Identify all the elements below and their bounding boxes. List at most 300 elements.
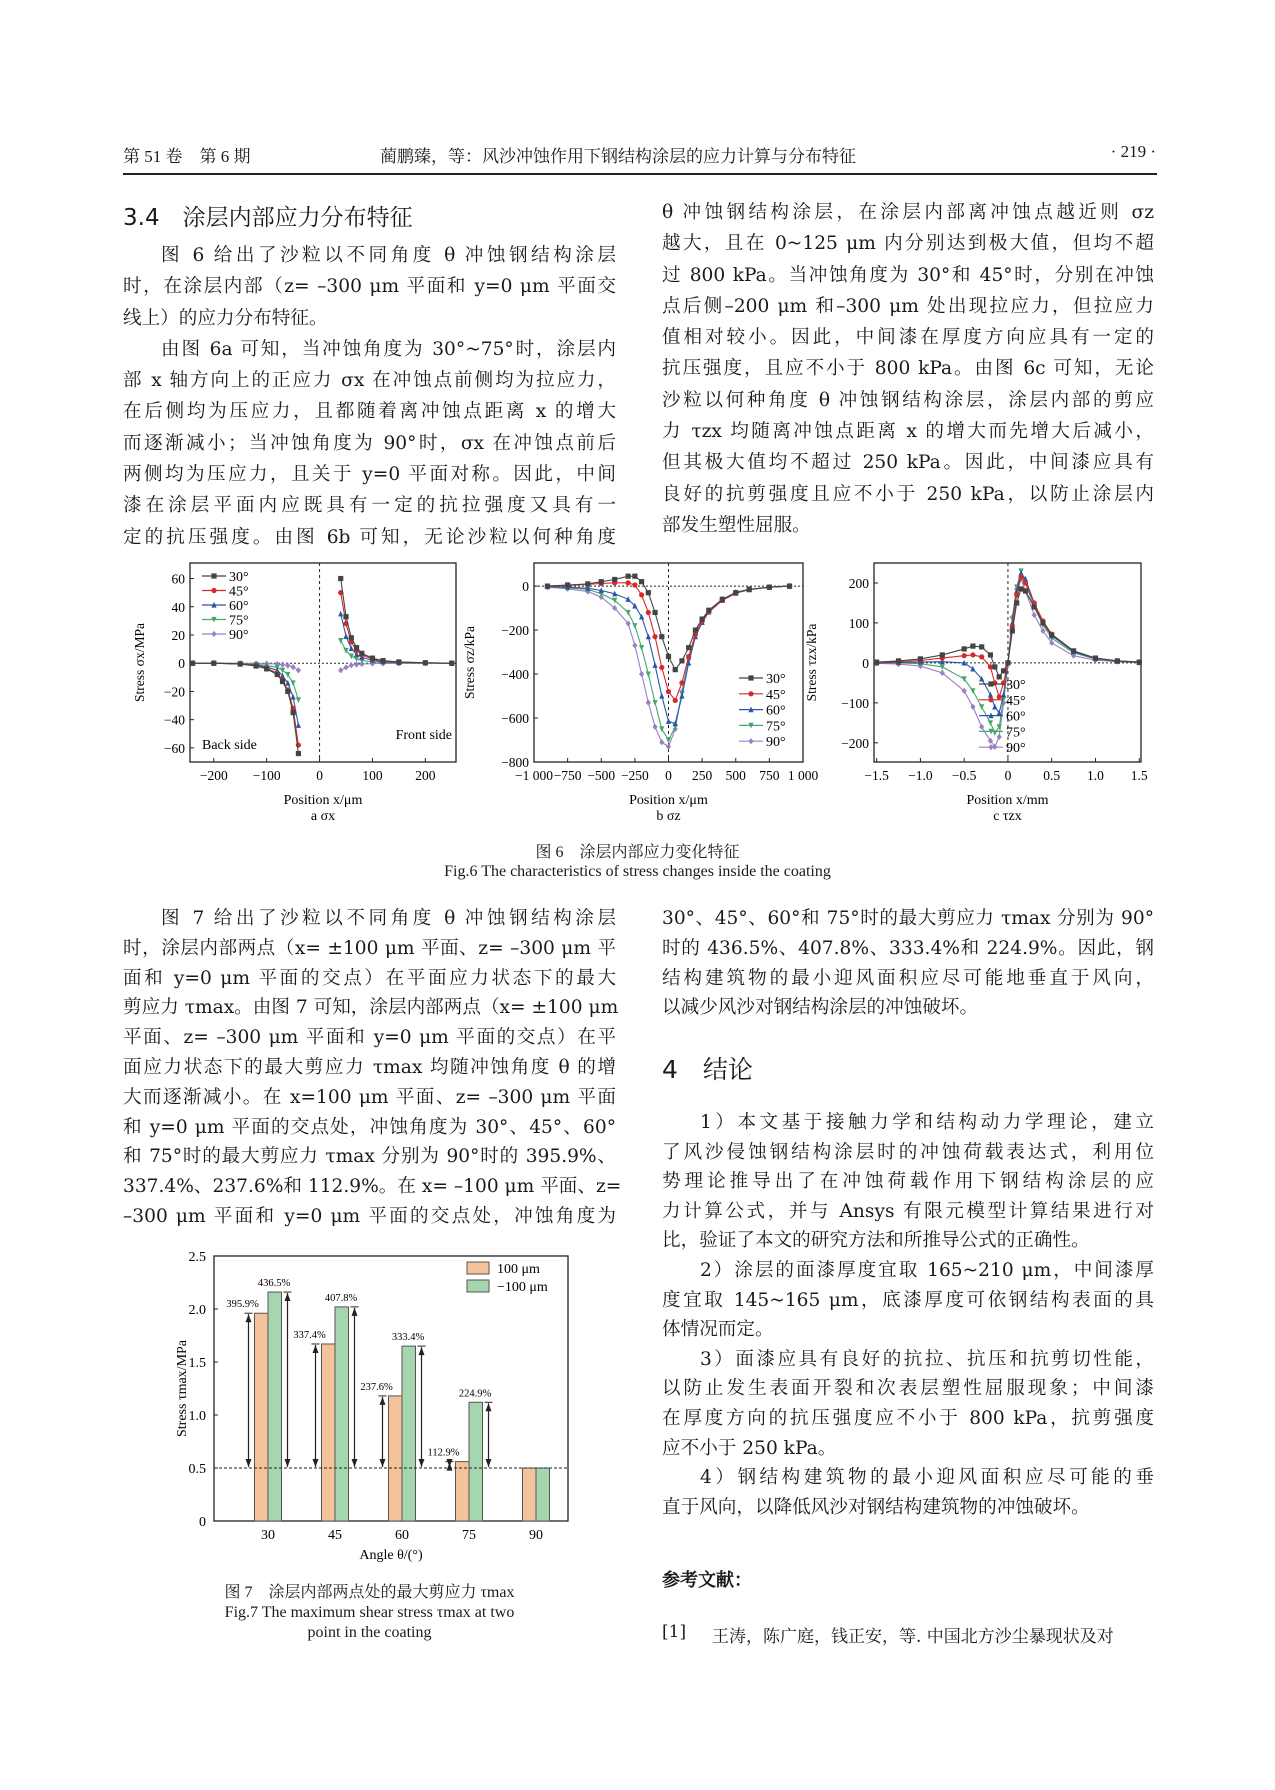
data-point bbox=[296, 722, 301, 728]
data-point bbox=[666, 654, 671, 659]
text-line: 线上）的应力分布特征。 bbox=[123, 307, 328, 329]
text-line: 以减少风沙对钢结构涂层的冲蚀破坏。 bbox=[662, 997, 979, 1019]
x-tick-label: 100 bbox=[362, 768, 383, 783]
data-point bbox=[673, 698, 678, 703]
x-tick-label: −250 bbox=[620, 768, 649, 783]
y-axis-label: Stress τzx/kPa bbox=[804, 623, 819, 702]
bar-neg-100um bbox=[469, 1402, 483, 1521]
data-point bbox=[585, 581, 590, 586]
data-point bbox=[652, 724, 657, 730]
text-line: 时，在涂层内部（z= –300 μm 平面和 y=0 μm 平面交 bbox=[123, 276, 616, 298]
text-line: 定的抗压强度。由图 6b 可知，无论沙粒以何种角度 bbox=[123, 526, 616, 548]
x-tick-label: 1.5 bbox=[1130, 768, 1148, 783]
data-point bbox=[343, 614, 348, 619]
text-column-right-lower bbox=[662, 904, 1154, 1023]
y-tick-label: −400 bbox=[501, 667, 529, 683]
arrow-head-down bbox=[246, 1459, 252, 1467]
bar-pos-100um bbox=[389, 1396, 403, 1521]
y-tick-label: −60 bbox=[163, 740, 185, 756]
data-point bbox=[449, 661, 454, 666]
data-point bbox=[1001, 668, 1006, 673]
data-point bbox=[343, 633, 348, 639]
text-line: 在厚度方向的抗压强度应不小于 800 kPa，抗剪强度 bbox=[662, 1407, 1154, 1429]
data-point bbox=[767, 585, 772, 590]
legend-label: 30° bbox=[766, 672, 786, 687]
text-line: 势理论推导出了在冲蚀荷载作用下钢结构涂层的应 bbox=[662, 1171, 1154, 1193]
data-point bbox=[296, 751, 301, 756]
y-tick-label: 0 bbox=[862, 655, 869, 671]
data-point bbox=[565, 582, 570, 587]
data-point bbox=[666, 689, 671, 694]
reference-text: 王涛，陈广庭，钱正安，等. 中国北方沙尘暴现状及对 bbox=[712, 1627, 1114, 1647]
data-point bbox=[264, 666, 269, 671]
text-line: 部 x 轴方向上的正应力 σx 在冲蚀点前侧均为拉应力， bbox=[123, 370, 616, 392]
data-point bbox=[280, 668, 285, 674]
legend-label: 90° bbox=[1006, 741, 1026, 757]
x-tick-label: 45 bbox=[328, 1528, 342, 1543]
page-number: · 219 · bbox=[1110, 142, 1156, 161]
data-point bbox=[285, 689, 290, 694]
data-point bbox=[1023, 580, 1028, 585]
legend-marker bbox=[748, 691, 753, 696]
data-point bbox=[338, 611, 343, 617]
percentage-label: 237.6% bbox=[360, 1381, 393, 1393]
y-tick-label: 0 bbox=[522, 579, 529, 595]
figure-7-chart bbox=[175, 1250, 568, 1563]
x-tick-label: 75 bbox=[462, 1528, 476, 1543]
data-point bbox=[659, 634, 664, 639]
figure-7-caption-cn: 图 7 涂层内部两点处的最大剪应力 τmax bbox=[224, 1584, 515, 1601]
data-point bbox=[291, 664, 296, 670]
text-column-left-lower bbox=[123, 904, 622, 1232]
text-line: 体情况而定。 bbox=[662, 1319, 774, 1341]
data-point bbox=[1040, 620, 1045, 625]
x-axis-label: Angle θ/(°) bbox=[359, 1548, 423, 1563]
y-axis-label: Stress σz/kPa bbox=[462, 626, 477, 699]
references-heading: 参考文献： bbox=[662, 1570, 752, 1591]
data-point bbox=[354, 661, 359, 667]
text-line: 时，涂层内部两点（x= ±100 μm 平面、z= –300 μm 平 bbox=[123, 937, 616, 959]
figure-6-caption-cn: 图 6 涂层内部应力变化特征 bbox=[535, 844, 740, 861]
data-point bbox=[632, 574, 637, 579]
text-line: θ 冲蚀钢结构涂层，在涂层内部离冲蚀点越近则 σz bbox=[662, 202, 1154, 223]
data-point bbox=[338, 576, 343, 581]
text-line: 3）面漆应具有良好的抗拉、抗压和抗剪切性能， bbox=[700, 1348, 1154, 1370]
data-point bbox=[992, 704, 997, 710]
data-point bbox=[918, 656, 923, 661]
legend-label: 75° bbox=[766, 719, 786, 735]
text-line: 平面、z= –300 μm 平面和 y=0 μm 平面的交点）在平 bbox=[123, 1027, 616, 1049]
data-point bbox=[349, 635, 354, 640]
arrow-head-down bbox=[313, 1459, 319, 1467]
data-point bbox=[652, 662, 657, 668]
text-line: 越大，且在 0~125 μm 内分别达到极大值，但均不超 bbox=[662, 233, 1154, 255]
arrow-head-up bbox=[285, 1293, 291, 1301]
text-line: 4）钢结构建筑物的最小迎风面积应尽可能的垂 bbox=[700, 1467, 1154, 1489]
data-point bbox=[632, 582, 637, 587]
legend-marker bbox=[211, 588, 216, 593]
data-point bbox=[970, 666, 975, 672]
text-line: 大而逐渐减小。在 x=100 μm 平面、z= –300 μm 平面 bbox=[123, 1086, 616, 1108]
data-point bbox=[646, 590, 651, 595]
text-line: 力计算公式，并与 Ansys 有限元模型计算结果进行对 bbox=[662, 1200, 1154, 1222]
data-point bbox=[666, 718, 671, 724]
legend-label: 60° bbox=[229, 599, 249, 614]
data-point bbox=[646, 634, 651, 640]
data-point bbox=[693, 627, 698, 632]
percentage-label: 395.9% bbox=[226, 1299, 259, 1311]
figure-6a-chart bbox=[132, 563, 456, 824]
data-point bbox=[349, 645, 354, 651]
text-line: 度宜取 145~165 μm，底漆厚度可依钢结构表面的具 bbox=[662, 1289, 1154, 1311]
y-tick-label: −200 bbox=[841, 735, 869, 751]
data-point bbox=[720, 597, 725, 602]
text-line: 而逐渐减小；当冲蚀角度为 90°时，σx 在冲蚀点前后 bbox=[123, 432, 616, 454]
text-column-left-upper bbox=[123, 240, 616, 553]
y-tick-label: 200 bbox=[848, 575, 869, 591]
data-point bbox=[291, 680, 296, 686]
data-point bbox=[275, 672, 280, 677]
data-point bbox=[679, 680, 684, 685]
data-point bbox=[291, 710, 296, 715]
data-point bbox=[659, 693, 664, 699]
y-axis-label: Stress τmax/MPa bbox=[175, 1339, 190, 1438]
legend-label: 45° bbox=[766, 687, 786, 703]
data-point bbox=[632, 623, 637, 629]
y-tick-label: 100 bbox=[848, 615, 869, 631]
arrow-head-down bbox=[486, 1459, 492, 1467]
text-line: –300 μm 平面和 y=0 μm 平面的交点处，冲蚀角度为 bbox=[123, 1205, 616, 1227]
x-tick-label: 0 bbox=[665, 768, 672, 783]
text-line: 图 7 给出了沙粒以不同角度 θ 冲蚀钢结构涂层 bbox=[161, 908, 616, 929]
data-point bbox=[349, 654, 354, 660]
y-tick-label: −200 bbox=[501, 623, 529, 639]
figure-6c-chart bbox=[804, 563, 1148, 824]
percentage-label: 436.5% bbox=[257, 1278, 291, 1290]
x-tick-label: −100 bbox=[252, 768, 281, 783]
y-tick-label: 0.5 bbox=[188, 1462, 206, 1477]
section-heading-3-4: 3.4 涂层内部应力分布特征 bbox=[123, 205, 413, 231]
arrow-head-up bbox=[352, 1308, 358, 1316]
x-tick-label: 90 bbox=[529, 1528, 543, 1543]
data-point bbox=[545, 583, 550, 588]
data-point bbox=[988, 720, 993, 726]
data-point bbox=[338, 667, 343, 673]
data-point bbox=[686, 654, 691, 659]
y-tick-label: −20 bbox=[163, 684, 185, 700]
x-axis-label: Position x/μm bbox=[283, 793, 363, 808]
legend-label: 30° bbox=[229, 570, 249, 585]
text-line: 抗压强度，且应不小于 800 kPa。由图 6c 可知，无论 bbox=[662, 358, 1154, 380]
x-tick-label: 60 bbox=[395, 1528, 409, 1543]
data-point bbox=[988, 652, 993, 657]
data-point bbox=[997, 674, 1002, 679]
data-point bbox=[1010, 628, 1015, 633]
arrow-head-up bbox=[486, 1403, 492, 1411]
reference-number: [1] bbox=[662, 1622, 687, 1642]
data-point bbox=[940, 652, 945, 657]
legend-swatch bbox=[467, 1262, 489, 1274]
text-line: 了风沙侵蚀钢结构涂层时的冲蚀荷载表达式，利用位 bbox=[662, 1141, 1154, 1163]
data-point bbox=[354, 645, 359, 650]
annotation-label: Front side bbox=[395, 728, 452, 743]
x-tick-label: 500 bbox=[725, 768, 746, 783]
data-point bbox=[1115, 658, 1120, 663]
data-point bbox=[280, 679, 285, 684]
data-point bbox=[652, 700, 657, 706]
legend-marker bbox=[988, 697, 993, 702]
data-point bbox=[659, 739, 664, 745]
arrow-head-up bbox=[380, 1397, 386, 1405]
y-tick-label: 2.0 bbox=[188, 1303, 206, 1318]
bar-neg-100um bbox=[402, 1346, 416, 1521]
legend-marker bbox=[211, 573, 216, 578]
data-point bbox=[1005, 660, 1010, 665]
legend-label: −100 μm bbox=[497, 1280, 548, 1295]
y-tick-label: 1.5 bbox=[188, 1356, 206, 1371]
series-line-75deg bbox=[547, 586, 789, 740]
y-tick-label: 60 bbox=[171, 571, 185, 587]
running-header-title: 蔺鹏臻，等：风沙冲蚀作用下钢结构涂层的应力计算与分布特征 bbox=[380, 147, 856, 166]
text-line: 剪应力 τmax。由图 7 可知，涂层内部两点（x= ±100 μm bbox=[123, 997, 619, 1019]
data-point bbox=[639, 645, 644, 651]
data-point bbox=[997, 694, 1002, 699]
data-point bbox=[639, 592, 644, 597]
data-point bbox=[254, 663, 259, 668]
data-point bbox=[652, 634, 657, 639]
data-point bbox=[632, 642, 637, 648]
text-line: 2）涂层的面漆厚度宜取 165~210 μm，中间漆厚 bbox=[700, 1259, 1154, 1281]
arrow-head-down bbox=[352, 1459, 358, 1467]
text-line: 直于风向，以降低风沙对钢结构建筑物的冲蚀破坏。 bbox=[662, 1496, 1090, 1518]
data-point bbox=[686, 645, 691, 650]
panel-sublabel: a σx bbox=[310, 809, 336, 824]
data-point bbox=[612, 577, 617, 582]
data-point bbox=[1018, 574, 1023, 579]
data-point bbox=[1137, 660, 1142, 665]
annotation-label: Back side bbox=[202, 738, 257, 753]
data-point bbox=[733, 590, 738, 595]
text-line: 但其极大值均不超过 250 kPa。因此，中间漆应具有 bbox=[662, 452, 1154, 474]
percentage-label: 407.8% bbox=[324, 1292, 358, 1304]
text-column-right-upper bbox=[662, 197, 1154, 541]
text-line: 在后侧均为压应力，且都随着离冲蚀点距离 x 的增大 bbox=[123, 401, 616, 423]
y-tick-label: 0 bbox=[178, 656, 185, 672]
y-tick-label: 2.5 bbox=[188, 1250, 206, 1265]
text-line: 图 6 给出了沙粒以不同角度 θ 冲蚀钢结构涂层 bbox=[161, 245, 616, 266]
data-point bbox=[639, 579, 644, 584]
arrow-head-up bbox=[419, 1347, 425, 1355]
legend-marker bbox=[988, 744, 993, 750]
x-tick-label: −750 bbox=[553, 768, 582, 783]
legend-label: 45° bbox=[1006, 693, 1026, 709]
bar-pos-100um bbox=[456, 1462, 470, 1521]
bar-neg-100um bbox=[268, 1292, 282, 1521]
data-point bbox=[659, 665, 664, 670]
text-line: 1）本文基于接触力学和结构动力学理论，建立 bbox=[700, 1112, 1154, 1133]
figure-6-caption-en: Fig.6 The characteristics of stress changes inside the coating bbox=[444, 863, 831, 880]
x-tick-label: 200 bbox=[415, 768, 436, 783]
text-line: 30°、45°、60°和 75°时的最大剪应力 τmax 分别为 90° bbox=[662, 908, 1154, 929]
text-line: 两侧均为压应力，且关于 y=0 平面对称。因此，中间 bbox=[123, 464, 616, 486]
data-point bbox=[1071, 648, 1076, 653]
data-point bbox=[997, 734, 1002, 740]
legend-label: 90° bbox=[766, 735, 786, 751]
x-tick-label: 0.5 bbox=[1043, 768, 1061, 783]
data-point bbox=[652, 610, 657, 615]
data-point bbox=[646, 671, 651, 677]
data-point bbox=[700, 616, 705, 621]
legend-marker bbox=[748, 675, 753, 680]
percentage-label: 337.4% bbox=[293, 1329, 326, 1341]
conclusions-list bbox=[662, 1108, 1154, 1522]
data-point bbox=[962, 646, 967, 651]
bar-pos-100um bbox=[322, 1344, 336, 1521]
x-axis-label: Position x/mm bbox=[966, 793, 1049, 808]
data-point bbox=[349, 662, 354, 668]
data-point bbox=[1032, 604, 1037, 609]
bar-pos-100um bbox=[523, 1468, 537, 1521]
data-point bbox=[706, 608, 711, 613]
figure-7-caption-en-line1: Fig.7 The maximum shear stress τmax at two bbox=[224, 1604, 515, 1621]
x-tick-label: −1 000 bbox=[515, 768, 553, 783]
data-point bbox=[992, 664, 997, 669]
data-point bbox=[296, 697, 301, 703]
x-tick-label: 0 bbox=[1004, 768, 1012, 783]
data-point bbox=[787, 583, 792, 588]
data-point bbox=[396, 659, 401, 664]
text-line: 过 800 kPa。当冲蚀角度为 30°和 45°时，分别在冲蚀 bbox=[662, 264, 1154, 286]
arrow-head-down bbox=[285, 1459, 291, 1467]
data-point bbox=[646, 700, 651, 706]
data-point bbox=[599, 579, 604, 584]
y-tick-label: 20 bbox=[171, 627, 185, 643]
arrow-head-down bbox=[380, 1459, 386, 1467]
x-tick-label: −200 bbox=[199, 768, 228, 783]
percentage-label: 224.9% bbox=[458, 1388, 492, 1400]
x-tick-label: −500 bbox=[587, 768, 616, 783]
text-line: 面和 y=0 μm 平面的交点）在平面应力状态下的最大 bbox=[123, 967, 616, 989]
data-point bbox=[747, 587, 752, 592]
text-line: 以防止发生表面开裂和次表层塑性屈服现象；中间漆 bbox=[662, 1378, 1154, 1400]
data-point bbox=[639, 671, 644, 677]
y-axis-label: Stress σx/MPa bbox=[132, 623, 147, 702]
data-point bbox=[1049, 632, 1054, 637]
x-tick-label: 0 bbox=[316, 768, 323, 783]
legend-label: 75° bbox=[229, 613, 249, 629]
bar-pos-100um bbox=[255, 1313, 269, 1521]
figure-7-caption-en-line2: point in the coating bbox=[307, 1624, 432, 1641]
data-point bbox=[679, 693, 684, 699]
y-tick-label: −800 bbox=[501, 755, 529, 770]
percentage-label: 333.4% bbox=[391, 1332, 425, 1344]
bar-neg-100um bbox=[335, 1307, 349, 1521]
data-point bbox=[666, 744, 671, 750]
legend-label: 60° bbox=[1006, 709, 1026, 725]
data-point bbox=[646, 610, 651, 615]
arrow-head-down bbox=[419, 1459, 425, 1467]
data-point bbox=[280, 662, 285, 668]
bar-neg-100um bbox=[536, 1468, 550, 1521]
data-point bbox=[673, 667, 678, 672]
legend-marker bbox=[988, 681, 993, 686]
x-tick-label: −0.5 bbox=[951, 768, 977, 783]
legend-label: 100 μm bbox=[497, 1262, 540, 1277]
data-point bbox=[370, 656, 375, 661]
data-point bbox=[1014, 600, 1019, 605]
arrow-head-down bbox=[447, 1459, 453, 1467]
data-point bbox=[979, 644, 984, 649]
data-point bbox=[970, 652, 975, 657]
text-line: 和 75°时的最大剪应力 τmax 分别为 90°时的 395.9%、 bbox=[123, 1146, 616, 1168]
legend-marker bbox=[748, 738, 753, 744]
data-point bbox=[874, 660, 879, 665]
panel-sublabel: c τzx bbox=[993, 809, 1022, 824]
y-tick-label: −40 bbox=[163, 712, 185, 728]
data-point bbox=[238, 661, 243, 666]
data-point bbox=[970, 704, 975, 710]
legend-label: 75° bbox=[1006, 725, 1026, 741]
data-point bbox=[962, 653, 967, 658]
data-point bbox=[626, 580, 631, 585]
x-tick-label: 1.0 bbox=[1087, 768, 1104, 783]
y-tick-label: 1.0 bbox=[188, 1409, 206, 1424]
x-tick-label: 30 bbox=[261, 1528, 275, 1543]
data-point bbox=[979, 654, 984, 659]
data-point bbox=[380, 658, 385, 663]
data-point bbox=[423, 660, 428, 665]
data-point bbox=[291, 694, 296, 700]
data-point bbox=[211, 661, 216, 666]
text-line: 点后侧–200 μm 和–300 μm 处出现拉应力，但拉应力 bbox=[662, 295, 1154, 317]
data-point bbox=[190, 661, 195, 666]
x-tick-label: −1.5 bbox=[864, 768, 889, 783]
legend-label: 90° bbox=[229, 628, 249, 643]
data-point bbox=[1093, 656, 1098, 661]
y-tick-label: 40 bbox=[171, 599, 185, 615]
section-heading-4: 4 结论 bbox=[662, 1055, 753, 1084]
text-line: 力 τzx 均随离冲蚀点距离 x 的增大而先增大后减小， bbox=[662, 421, 1154, 443]
text-line: 良好的抗剪强度且应不小于 250 kPa，以防止涂层内 bbox=[662, 483, 1154, 505]
legend-label: 30° bbox=[1006, 678, 1026, 693]
x-tick-label: −1.0 bbox=[908, 768, 933, 783]
text-line: 沙粒以何种角度 θ 冲蚀钢结构涂层，涂层内部的剪应 bbox=[662, 389, 1154, 411]
y-tick-label: −600 bbox=[501, 711, 529, 727]
text-line: 337.4%、237.6%和 112.9%。在 x= –100 μm 平面、z= bbox=[123, 1176, 622, 1198]
text-line: 时的 436.5%、407.8%、333.4%和 224.9%。因此，钢 bbox=[662, 937, 1154, 959]
x-axis-label: Position x/μm bbox=[629, 793, 708, 808]
data-point bbox=[896, 658, 901, 663]
legend-marker bbox=[211, 631, 216, 637]
data-point bbox=[343, 664, 348, 670]
data-point bbox=[1032, 612, 1037, 618]
arrow-head-up bbox=[313, 1345, 319, 1353]
data-point bbox=[359, 651, 364, 656]
data-point bbox=[1023, 588, 1028, 593]
text-line: 漆在涂层平面内应既具有一定的抗拉强度又具有一 bbox=[123, 495, 616, 517]
data-point bbox=[970, 644, 975, 649]
legend-label: 60° bbox=[766, 703, 786, 719]
text-line: 由图 6a 可知，当冲蚀角度为 30°~75°时，涂层内 bbox=[161, 338, 616, 360]
x-tick-label: 1 000 bbox=[787, 768, 819, 783]
text-line: 值相对较小。因此，中间漆在厚度方向应具有一定的 bbox=[662, 327, 1154, 349]
text-line: 和 y=0 μm 平面的交点处，冲蚀角度为 30°、45°、60° bbox=[123, 1116, 616, 1138]
header-rule bbox=[123, 173, 1157, 175]
data-point bbox=[296, 667, 301, 673]
text-line: 部发生塑性屈服。 bbox=[662, 514, 811, 536]
legend-swatch bbox=[467, 1280, 489, 1292]
data-point bbox=[626, 610, 631, 616]
